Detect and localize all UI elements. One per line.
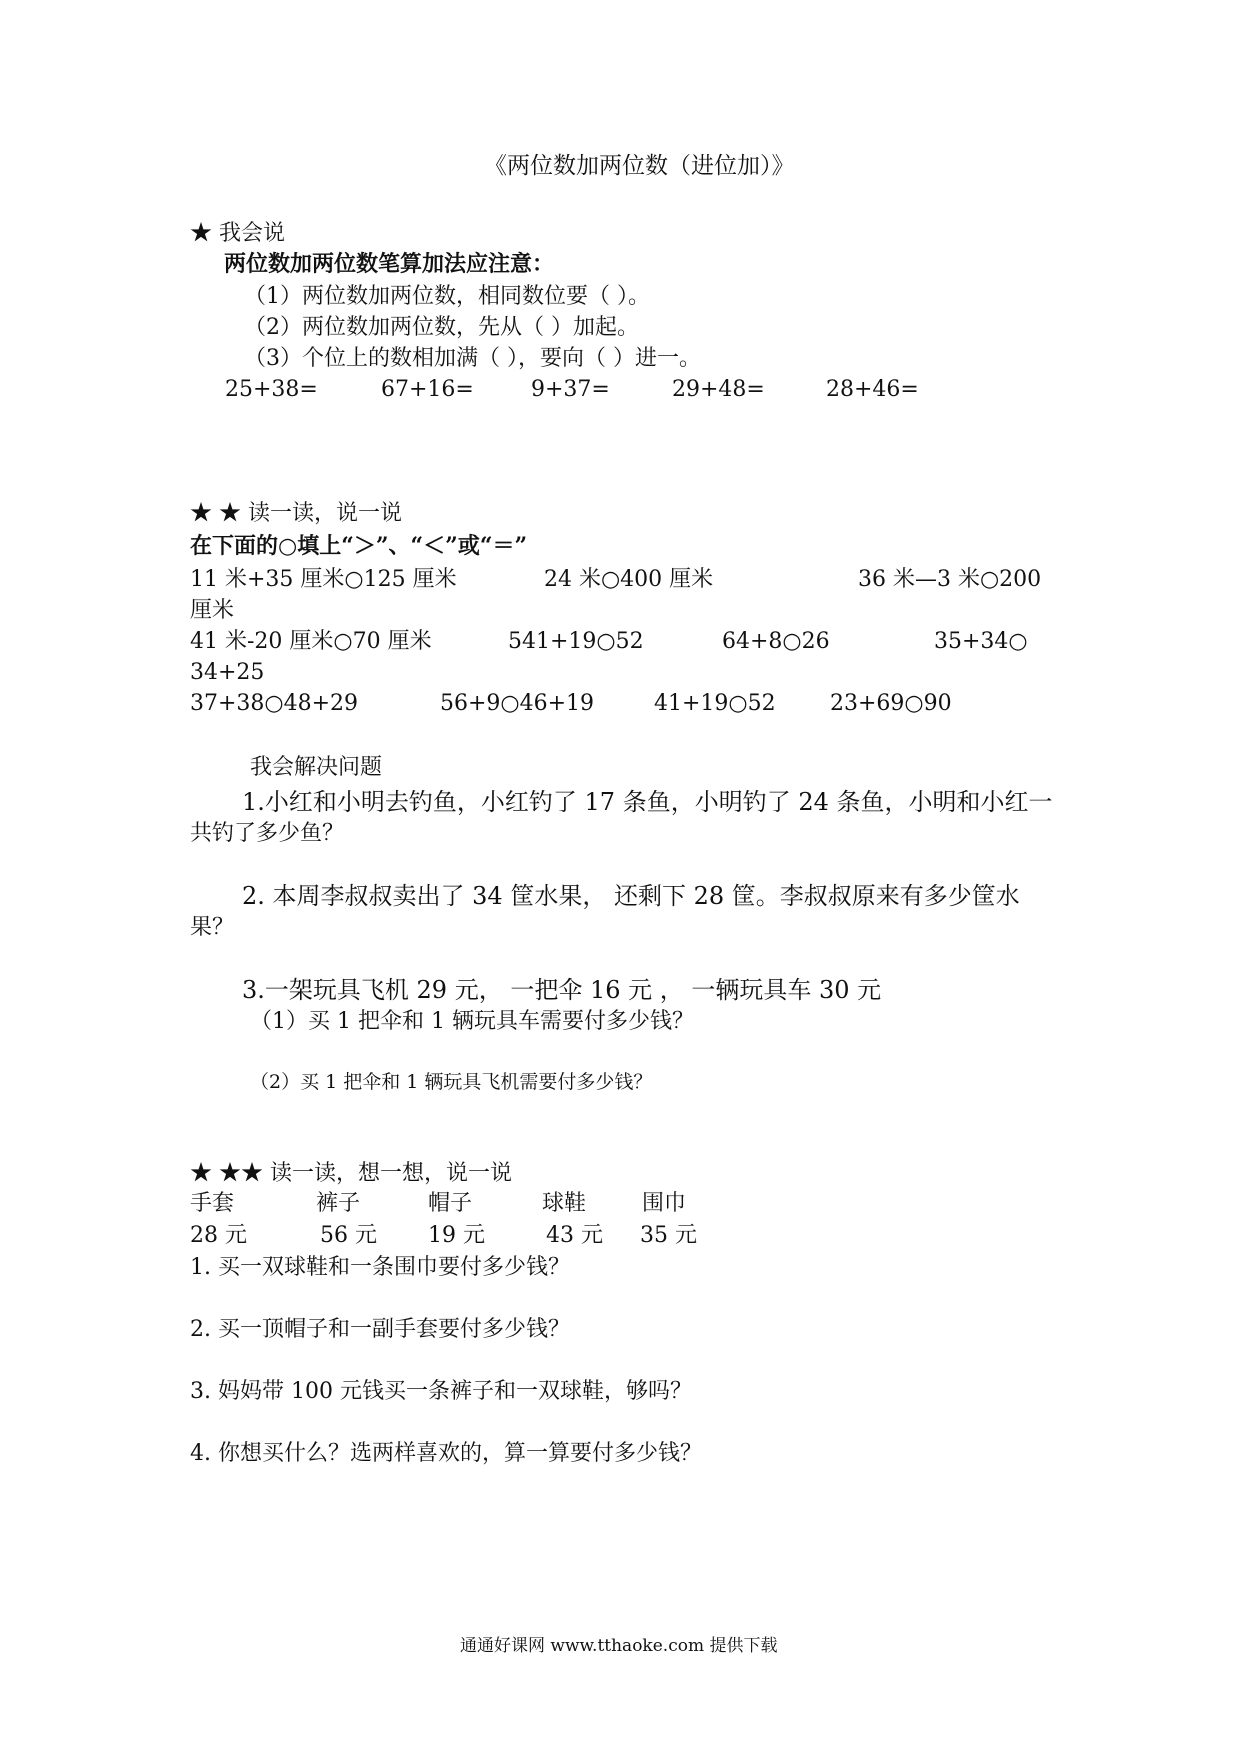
- section1-heading: ★ 我会说: [190, 221, 285, 246]
- section1-item-3: （3）个位上的数相加满（ ），要向（ ）进一。: [244, 346, 701, 371]
- footer-credit: 通通好课网 www.tthaoke.com 提供下载: [460, 1636, 778, 1656]
- shopping-question-3: 3. 妈妈带 100 元钱买一条裤子和一双球鞋，够吗？: [190, 1379, 692, 1404]
- item-price-5: 35 元: [640, 1223, 697, 1248]
- compare-row1-item2: 24 米○400 厘米: [544, 567, 714, 592]
- problem-3-line1: 3.一架玩具飞机 29 元， 一把伞 16 元 ， 一辆玩具车 30 元: [242, 976, 882, 1004]
- item-name-1: 手套: [190, 1191, 235, 1216]
- problem-2-line2: 果？: [190, 915, 235, 940]
- section1-item-2: （2）两位数加两位数，先从（ ）加起。: [244, 315, 639, 340]
- section2-instruction: 在下面的○填上“＞”、“＜”或“＝”: [190, 533, 528, 559]
- compare-row2-item4: 35+34○: [934, 629, 1028, 654]
- compare-row3-item2: 56+9○46+19: [440, 691, 595, 716]
- item-name-5: 围巾: [642, 1191, 687, 1216]
- compare-row1-wrap: 厘米: [190, 598, 235, 623]
- problem-1-line1: 1.小红和小明去钓鱼，小红钓了 17 条鱼，小明钓了 24 条鱼，小明和小红一: [242, 788, 1053, 816]
- equation-5: 28+46=: [826, 377, 919, 402]
- section4-heading: ★ ★★ 读一读，想一想，说一说: [190, 1161, 512, 1186]
- compare-row3-item1: 37+38○48+29: [190, 691, 359, 716]
- problem-1-line2: 共钓了多少鱼？: [190, 821, 345, 846]
- shopping-question-4: 4. 你想买什么？选两样喜欢的，算一算要付多少钱？: [190, 1441, 702, 1466]
- compare-row2-item3: 64+8○26: [722, 629, 830, 654]
- item-name-4: 球鞋: [542, 1191, 587, 1216]
- compare-row2-item2: 541+19○52: [508, 629, 644, 654]
- item-name-2: 裤子: [316, 1191, 361, 1216]
- equation-3: 9+37=: [531, 377, 610, 402]
- problem-3-sub1: （1）买 1 把伞和 1 辆玩具车需要付多少钱？: [250, 1009, 694, 1034]
- item-price-1: 28 元: [190, 1223, 247, 1248]
- equation-2: 67+16=: [381, 377, 474, 402]
- shopping-question-1: 1. 买一双球鞋和一条围巾要付多少钱？: [190, 1255, 570, 1280]
- item-price-4: 43 元: [546, 1223, 603, 1248]
- section1-item-1: （1）两位数加两位数，相同数位要（ ）。: [244, 284, 650, 309]
- problem-2-line1: 2. 本周李叔叔卖出了 34 筐水果， 还剩下 28 筐。李叔叔原来有多少筐水: [242, 882, 1020, 910]
- section3-heading: 我会解决问题: [250, 755, 383, 780]
- shopping-question-2: 2. 买一顶帽子和一副手套要付多少钱？: [190, 1317, 570, 1342]
- compare-row3-item3: 41+19○52: [654, 691, 776, 716]
- compare-row1-item3: 36 米—3 米○200: [858, 567, 1042, 592]
- section2-heading: ★ ★ 读一读，说一说: [190, 501, 402, 526]
- compare-row3-item4: 23+69○90: [830, 691, 952, 716]
- page-title: 《两位数加两位数（进位加）》: [484, 153, 795, 179]
- equation-4: 29+48=: [672, 377, 765, 402]
- item-price-3: 19 元: [428, 1223, 485, 1248]
- item-price-2: 56 元: [320, 1223, 377, 1248]
- compare-row2-wrap: 34+25: [190, 660, 265, 685]
- compare-row2-item1: 41 米-20 厘米○70 厘米: [190, 629, 432, 654]
- equation-1: 25+38=: [225, 377, 318, 402]
- compare-row1-item1: 11 米+35 厘米○125 厘米: [190, 567, 457, 592]
- section1-subheading: 两位数加两位数笔算加法应注意：: [224, 251, 555, 277]
- item-name-3: 帽子: [428, 1191, 473, 1216]
- problem-3-sub2: （2）买 1 把伞和 1 辆玩具飞机需要付多少钱？: [250, 1071, 653, 1093]
